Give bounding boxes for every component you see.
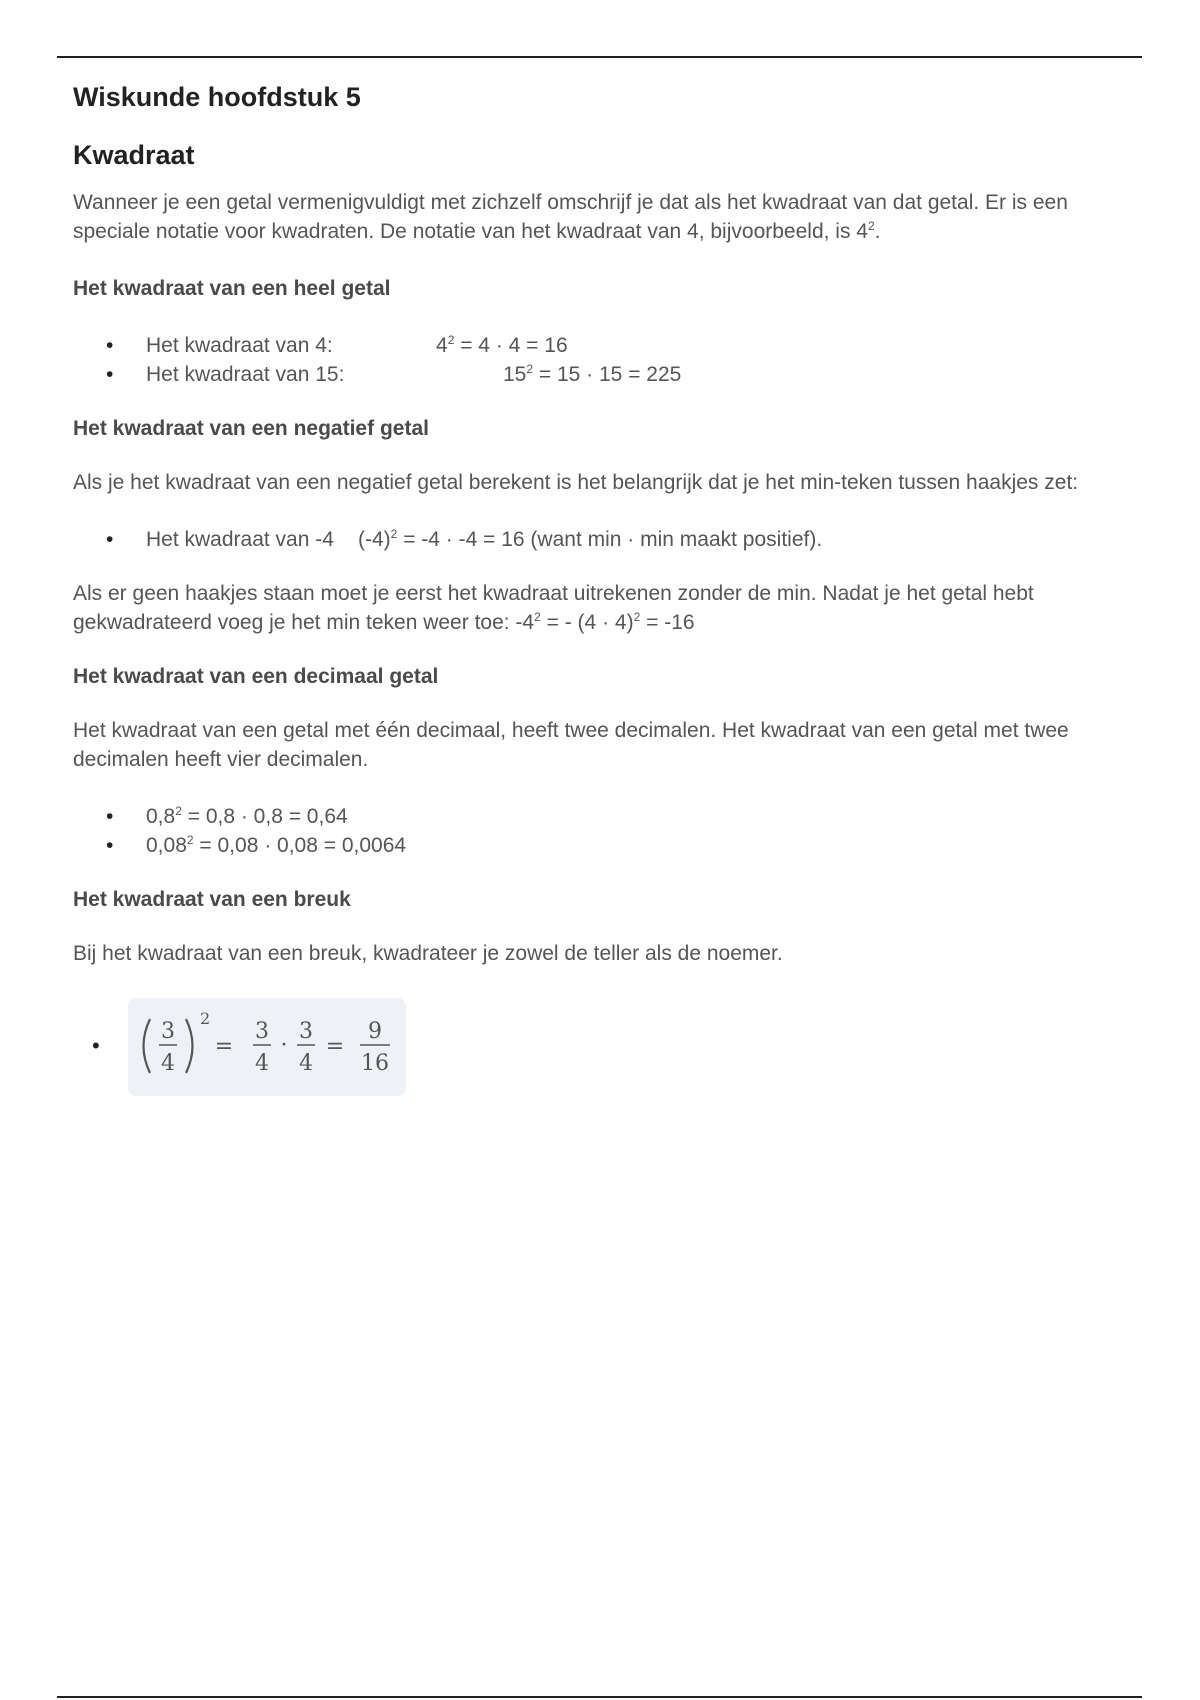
- item-base: (-4): [358, 528, 391, 551]
- superscript: 2: [534, 610, 541, 624]
- list-item: [73, 831, 1135, 860]
- section-title: Kwadraat: [73, 140, 195, 170]
- formula-denominator: 4: [161, 1051, 175, 1076]
- negative-list: [73, 525, 1135, 554]
- intro-superscript: 2: [867, 219, 875, 233]
- fraction-formula-item: [73, 998, 1135, 1098]
- bottom-rule: [57, 1696, 1142, 1698]
- formula-numerator: 3: [161, 1019, 175, 1044]
- fraction-formula: [128, 998, 406, 1096]
- negative-para2-line2: gekwadrateerd voeg je het min teken weer toe: -4: [73, 611, 535, 634]
- bullet-icon: •: [106, 528, 114, 551]
- intro-line-1: Wanneer je een getal vermenigvuldigt met zichzelf omschrijf je dat als het kwadraat van dat getal. Er is een: [73, 191, 1068, 214]
- list-item: [73, 802, 1135, 831]
- fraction-paragraph: Bij het kwadraat van een breuk, kwadrateer je zowel de teller als de noemer.: [73, 942, 783, 965]
- intro-paragraph: [73, 188, 1135, 246]
- fraction2-numerator: 3: [299, 1019, 313, 1044]
- fraction1-numerator: 3: [255, 1019, 269, 1044]
- formula-box: [128, 998, 406, 1096]
- item-superscript: 2: [526, 362, 534, 376]
- item-expression: = 15 · 15 = 225: [533, 363, 682, 386]
- negative-para2-part: = - (4 · 4): [540, 611, 634, 634]
- list-item: [73, 525, 1135, 554]
- formula-equals: =: [214, 1034, 234, 1059]
- item-base: 4: [436, 334, 448, 357]
- item-label: Het kwadraat van 4:: [146, 334, 333, 357]
- top-rule: [57, 56, 1142, 58]
- bullet-icon: •: [106, 834, 114, 857]
- decimal-paragraph: Het kwadraat van een getal met één decimaal, heeft twee decimalen. Het kwadraat van een getal met twee decimalen heeft vier decimalen.: [73, 719, 1069, 771]
- item-base: 15: [503, 363, 527, 386]
- item-superscript: 2: [186, 833, 194, 847]
- bullet-icon: •: [92, 1033, 100, 1058]
- item-expression: = 0,08 · 0,08 = 0,0064: [193, 834, 407, 857]
- item-base: 0,08: [146, 834, 187, 857]
- item-superscript: 2: [175, 804, 182, 818]
- result-denominator: 16: [361, 1051, 389, 1076]
- negative-para2-result: = -16: [640, 611, 695, 634]
- left-paren-icon: [144, 1019, 151, 1073]
- item-superscript: 2: [447, 333, 455, 347]
- item-base: 0,8: [146, 805, 176, 828]
- result-numerator: 9: [368, 1019, 382, 1044]
- intro-line-2: speciale notatie voor kwadraten. De notatie van het kwadraat van 4, bijvoorbeeld, is 4: [73, 220, 868, 243]
- list-item: [73, 331, 1135, 360]
- negative-paragraph-1: Als je het kwadraat van een negatief getal berekent is het belangrijk dat je het min-teken tussen haakjes zet:: [73, 471, 1079, 494]
- bullet-icon: •: [106, 363, 114, 386]
- negative-para2-line1: Als er geen haakjes staan moet je eerst het kwadraat uitrekenen zonder de min. Nadat je het getal hebt: [73, 582, 1034, 605]
- decimal-list: [73, 802, 1135, 860]
- item-expression: = 4 · 4 = 16: [454, 334, 568, 357]
- bullet-icon: •: [106, 334, 114, 357]
- intro-line-2-end: .: [874, 220, 881, 243]
- whole-number-list: [73, 331, 1135, 389]
- item-label: Het kwadraat van -4: [146, 528, 334, 551]
- bullet-icon: •: [106, 805, 114, 828]
- fraction1-denominator: 4: [255, 1051, 269, 1076]
- formula-exponent: 2: [200, 1009, 211, 1028]
- document-body: [73, 72, 1135, 1098]
- item-superscript: 2: [390, 527, 398, 541]
- heading-fraction: Het kwadraat van een breuk: [73, 888, 351, 911]
- document-title: Wiskunde hoofdstuk 5: [73, 82, 361, 112]
- formula-dot: ·: [280, 1033, 288, 1058]
- formula-equals-2: =: [325, 1034, 345, 1059]
- item-expression: = -4 · -4 = 16 (want min · min maakt positief).: [397, 528, 823, 551]
- negative-paragraph-2: [73, 579, 1135, 637]
- superscript: 2: [633, 610, 641, 624]
- item-expression: = 0,8 · 0,8 = 0,64: [181, 805, 348, 828]
- heading-decimal-number: Het kwadraat van een decimaal getal: [73, 665, 439, 688]
- list-item: [73, 360, 1135, 389]
- heading-negative-number: Het kwadraat van een negatief getal: [73, 417, 429, 440]
- fraction2-denominator: 4: [299, 1051, 313, 1076]
- heading-whole-number: Het kwadraat van een heel getal: [73, 277, 391, 300]
- item-label: Het kwadraat van 15:: [146, 363, 345, 386]
- right-paren-icon: [186, 1019, 193, 1073]
